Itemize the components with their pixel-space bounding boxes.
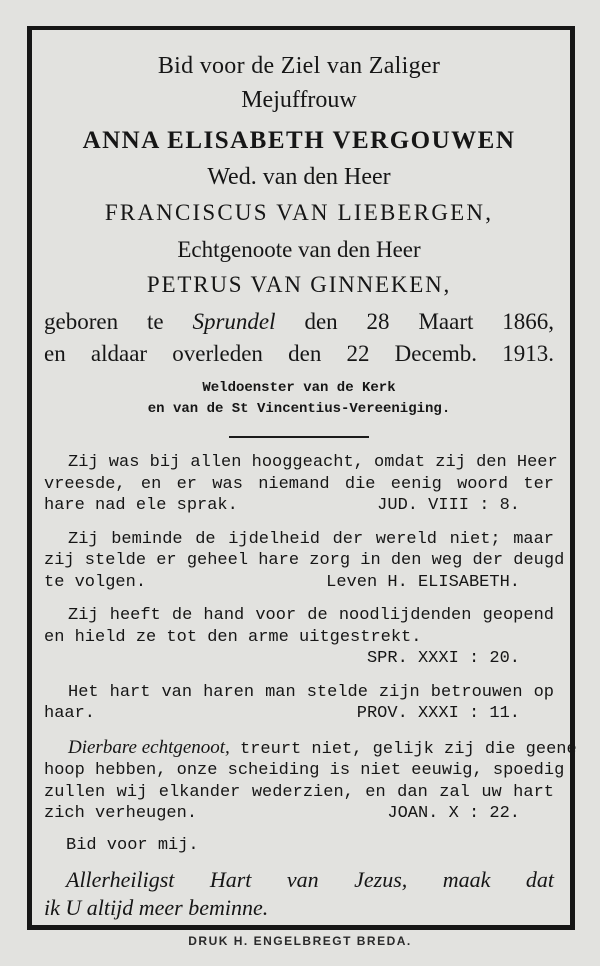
text-line: Het hart van haren man stelde zijn betrouwen op xyxy=(68,682,554,702)
prayer-line: ik U altijd meer beminne. xyxy=(44,895,269,920)
paragraph-judith xyxy=(44,452,558,517)
italic-address: Dierbare echtgenoot, xyxy=(68,736,230,758)
paragraph-elisabeth xyxy=(44,529,565,594)
text-line: haar. xyxy=(44,704,96,723)
benefactor-line-1: Weldoenster van de Kerk xyxy=(202,380,396,396)
birth-line xyxy=(44,310,554,333)
text-line: en hield ze tot den arme uitgestrekt. xyxy=(44,627,422,647)
paragraph-proverbs-20 xyxy=(44,605,554,670)
text-body xyxy=(44,452,577,856)
card-content xyxy=(44,50,577,922)
printer-imprint: DRUK H. ENGELBREGT BREDA. xyxy=(188,934,412,948)
text-line-with-reference xyxy=(44,495,554,517)
prayer-line: Allerheiligst Hart van Jezus, maak dat xyxy=(66,867,554,892)
benefactor-line-2: en van de St Vincentius-Vereeniging. xyxy=(147,401,451,417)
text-line xyxy=(44,736,577,761)
text-line: zij stelde er geheel hare zorg in den weg der deugd xyxy=(44,551,565,570)
scripture-reference: PROV. XXXI : 11. xyxy=(356,704,520,723)
source-reference: Leven H. ELISABETH. xyxy=(326,572,520,592)
scripture-reference: SPR. XXXI : 20. xyxy=(366,649,520,668)
text-line-with-reference xyxy=(44,572,554,594)
scripture-reference: JOAN. X : 22. xyxy=(387,804,520,823)
title-mejuffrouw: Mejuffrouw xyxy=(241,87,357,113)
death-line: en aldaar overleden den 22 Decemb. 1913. xyxy=(44,341,554,366)
widow-of-label: Wed. van den Heer xyxy=(207,164,391,190)
closing-line: Bid voor mij. xyxy=(66,835,199,855)
birth-pre: geboren te xyxy=(44,309,164,334)
birth-date: den 28 Maart 1866, xyxy=(304,309,555,334)
prayer-request-heading: Bid voor de Ziel van Zaliger xyxy=(157,53,441,79)
text-line: zullen wij elkander wederzien, en dan zal uw hart xyxy=(44,782,554,802)
paragraph-proverbs-11 xyxy=(44,682,554,725)
text-line: Zij beminde de ijdelheid der wereld niet; maar xyxy=(68,529,554,549)
text-line: te volgen. xyxy=(44,572,147,592)
text-line: hare nad ele sprak. xyxy=(44,496,238,515)
text-line: Zij heeft de hand voor de noodlijdenden geopend xyxy=(68,606,554,625)
scripture-reference: JUD. VIII : 8. xyxy=(377,496,520,515)
closing-prayer xyxy=(44,866,554,922)
paragraph-john xyxy=(44,736,577,825)
deceased-name: ANNA ELISABETH VERGOUWEN xyxy=(82,127,516,154)
text-line-with-reference xyxy=(44,803,554,825)
text-line: Zij was bij allen hooggeacht, omdat zij den Heer xyxy=(68,453,558,472)
text-line: zich verheugen. xyxy=(44,804,198,823)
second-husband-name: PETRUS VAN GINNEKEN, xyxy=(146,272,452,297)
text-line: vreesde, en er was niemand die eenig woord ter xyxy=(44,474,554,494)
text-line: hoop hebben, onze scheiding is niet eeuwig, spoedig xyxy=(44,761,565,780)
birth-place: Sprundel xyxy=(192,309,276,334)
divider-rule xyxy=(229,436,369,438)
text-line-rest: treurt niet, gelijk zij die geene xyxy=(240,739,577,759)
text-line-with-reference xyxy=(44,703,554,725)
first-husband-name: FRANCISCUS VAN LIEBERGEN, xyxy=(104,200,494,225)
spouse-label: Echtgenoote van den Heer xyxy=(177,237,421,262)
